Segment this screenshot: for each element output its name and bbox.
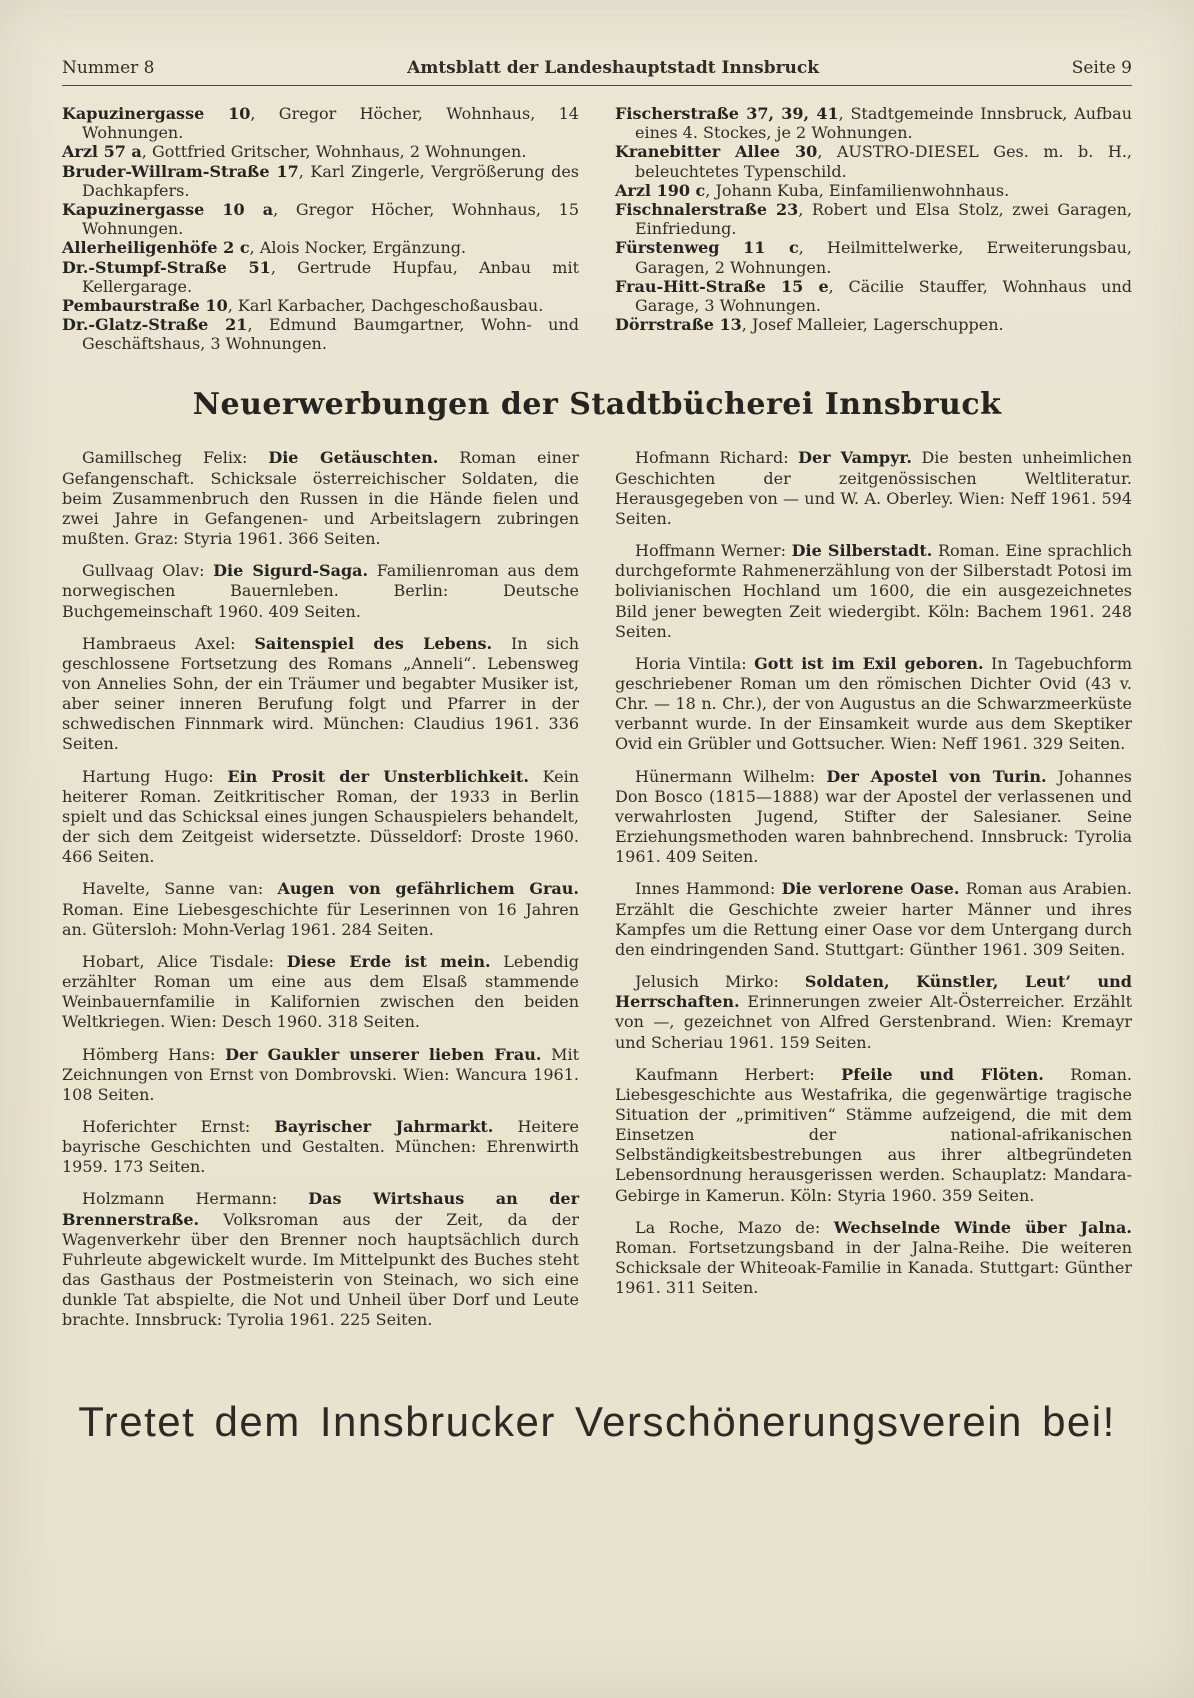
building-address: Dr.-Glatz-Straße 21 <box>62 315 248 335</box>
building-entry: Dörrstraße 13, Josef Malleier, Lagerschuppen. <box>615 315 1004 335</box>
building-address: Fürstenweg 11 c <box>615 238 799 258</box>
book-title: Die Silberstadt. <box>791 541 933 561</box>
book-title: Augen von gefährlichem Grau. <box>277 879 580 899</box>
book-title: Soldaten, Künstler, Leut’ und Herrschaften. <box>615 972 1132 1012</box>
building-address: Kapuzinergasse 10 <box>62 104 251 123</box>
book-entry: Hömberg Hans: Der Gaukler unserer lieben Frau. Mit Zeichnungen von Ernst von Dombrovski. Wien: Wancura 1961. 108 Seiten. <box>62 1044 579 1104</box>
building-permits-section <box>62 104 1132 353</box>
building-address: Arzl 57 a <box>62 142 142 162</box>
book-title: Das Wirtshaus an der Brennerstraße. <box>62 1189 579 1229</box>
book-entry: Hambraeus Axel: Saitenspiel des Lebens. In sich geschlossene Fortsetzung des Romans „Anneli“. Lebensweg von Annelies Sohn, der ein Träumer und begabter Musiker ist, aber seiner inneren Berufung folgt und Pfarrer in der schwedischen Finnmark wird. München: Claudius 1961. 336 Seiten. <box>62 633 580 754</box>
book-entry: Hünermann Wilhelm: Der Apostel von Turin. Johannes Don Bosco (1815—1888) war der Apostel der verlassenen und verwahrlosten Jugend, Stifter der Salesianer. Seine Erziehungsmethoden waren bahnbrechend. Innsbruck: Tyrolia 1961. 409 Seiten. <box>615 766 1132 867</box>
building-list-right <box>615 104 1132 353</box>
book-entry: Innes Hammond: Die verlorene Oase. Roman aus Arabien. Erzählt die Geschichte zweier harter Männer und ihres Kampfes um die Rettung einer Oase vor dem Untergang durch den eindringenden Sand. Stuttgart: Günther 1961. 309 Seiten. <box>615 879 1132 959</box>
book-entry: Hofmann Richard: Der Vampyr. Die besten unheimlichen Geschichten der zeitgenössischen Weltliteratur. Herausgegeben von — und W. A. Oberley. Wien: Neff 1961. 594 Seiten. <box>615 448 1133 528</box>
building-entry: Fürstenweg 11 c, Heilmittelwerke, Erweiterungsbau, Garagen, 2 Wohnungen. <box>615 238 1132 277</box>
building-entry: Allerheiligenhöfe 2 c, Alois Nocker, Ergänzung. <box>62 238 467 258</box>
building-address: Fischerstraße 37, 39, 41 <box>615 104 839 123</box>
book-title: Der Gaukler unserer lieben Frau. <box>225 1044 542 1064</box>
book-title: Gott ist im Exil geboren. <box>754 653 984 673</box>
building-entry: Kranebitter Allee 30, AUSTRO-DIESEL Ges. m. b. H., beleuchtetes Typenschild. <box>615 142 1132 181</box>
book-title: Bayrischer Jahrmarkt. <box>274 1116 494 1136</box>
building-list-left <box>62 104 579 353</box>
building-address: Dr.-Stumpf-Straße 51 <box>62 257 271 277</box>
book-title: Saitenspiel des Lebens. <box>254 633 493 653</box>
building-entry: Arzl 190 c, Johann Kuba, Einfamilienwohnhaus. <box>615 180 1010 200</box>
building-entry: Frau-Hitt-Straße 15 e, Cäcilie Stauffer, Wohnhaus und Garage, 3 Wohnungen. <box>615 276 1132 315</box>
building-address: Kapuzinergasse 10 a <box>62 199 274 219</box>
book-title: Wechselnde Winde über Jalna. <box>833 1217 1132 1237</box>
book-title: Diese Erde ist mein. <box>286 951 491 971</box>
building-address: Kranebitter Allee 30 <box>615 142 818 162</box>
book-list-left <box>62 448 579 1342</box>
book-title: Der Apostel von Turin. <box>826 766 1047 786</box>
issue-number: Nummer 8 <box>62 58 155 78</box>
book-entry: Gullvaag Olav: Die Sigurd-Saga. Familienroman aus dem norwegischen Bauernleben. Berlin: Deutsche Buchgemeinschaft 1960. 409 Seiten. <box>62 561 580 621</box>
book-title: Ein Prosit der Unsterblichkeit. <box>227 766 529 786</box>
book-title: Die verlorene Oase. <box>781 879 960 899</box>
book-entry: Holzmann Hermann: Das Wirtshaus an der Brennerstraße. Volksroman aus der Zeit, da der Wagenverkehr über den Brenner noch hauptsächlich durch Fuhrleute abgewickelt wurde. Im Mittelpunkt des Buches steht das Gasthaus der Postmeisterin von Steinach, wo sich eine dunkle Tat abspielte, die Not und Unheil über Dorf und Leute brachte. Innsbruck: Tyrolia 1961. 225 Seiten. <box>62 1189 579 1330</box>
book-entry: Horia Vintila: Gott ist im Exil geboren. In Tagebuchform geschriebener Roman um den römischen Dichter Ovid (43 v. Chr. — 18 n. Chr.), der von Augustus an die Schwarzmeerküste verbannt wurde. In der Einsamkeit wurde aus dem Skeptiker Ovid ein Grübler und Gottsucher. Wien: Neff 1961. 329 Seiten. <box>615 653 1132 754</box>
building-entry: Kapuzinergasse 10, Gregor Höcher, Wohnhaus, 14 Wohnungen. <box>62 104 579 143</box>
book-title: Der Vampyr. <box>798 448 912 468</box>
building-entry: Bruder-Willram-Straße 17, Karl Zingerle, Vergrößerung des Dachkapfers. <box>62 161 580 200</box>
building-entry: Dr.-Stumpf-Straße 51, Gertrude Hupfau, Anbau mit Kellergarage. <box>62 257 580 296</box>
book-entry: Gamillscheg Felix: Die Getäuschten. Roman einer Gefangenschaft. Schicksale österreichischer Soldaten, die beim Zusammenbruch den Russen in die Hände fielen und zwei Jahre in Gefangenen- und Arbeitslagern zubringen mußten. Graz: Styria 1961. 366 Seiten. <box>62 448 580 549</box>
building-address: Fischnalerstraße 23 <box>615 199 799 219</box>
header-rule <box>62 85 1132 86</box>
page-number: Seite 9 <box>1071 58 1132 78</box>
book-entry: La Roche, Mazo de: Wechselnde Winde über Jalna. Roman. Fortsetzungsband in der Jalna-Reihe. Die weiteren Schicksale der Whiteoak-Familie in Kanada. Stuttgart: Günther 1961. 311 Seiten. <box>615 1217 1132 1298</box>
building-address: Bruder-Willram-Straße 17 <box>62 161 299 181</box>
book-list-right <box>615 448 1132 1342</box>
masthead-title: Amtsblatt der Landeshauptstadt Innsbruck <box>407 58 820 78</box>
book-entry: Kaufmann Herbert: Pfeile und Flöten. Roman. Liebesgeschichte aus Westafrika, die gegenwärtige tragische Situation der „primitiven“ Stämme aufzeigend, die mit dem Einsetzen der national-afrikanischen Selbständigkeitsbestrebungen aus ihrer altbegründeten Lebensordnung herausgerissen werden. Schauplatz: Mandara-Gebirge in Kamerun. Köln: Styria 1960. 359 Seiten. <box>615 1064 1132 1205</box>
building-entry: Dr.-Glatz-Straße 21, Edmund Baumgartner, Wohn- und Geschäftshaus, 3 Wohnungen. <box>62 315 580 354</box>
book-entry: Jelusich Mirko: Soldaten, Künstler, Leut’ und Herrschaften. Erinnerungen zweier Alt-Österreicher. Erzählt von —, gezeichnet von Alfred Gerstenbrand. Wien: Kremayr und Scheriau 1961. 159 Seiten. <box>615 972 1132 1052</box>
masthead <box>62 58 1132 78</box>
book-entry: Hoffmann Werner: Die Silberstadt. Roman. Eine sprachlich durchgeformte Rahmenerzählung von der Silberstadt Potosi im bolivianischen Hochland um 1600, die ein ausgezeichnetes Bild jener bewegten Zeit wiedergibt. Köln: Bachem 1961. 248 Seiten. <box>615 541 1133 641</box>
building-address: Allerheiligenhöfe 2 c <box>62 238 250 258</box>
book-entry: Hartung Hugo: Ein Prosit der Unsterblichkeit. Kein heiterer Roman. Zeitkritischer Roman, der 1933 in Berlin spielt und das Schicksal eines jungen Schauspielers behandelt, der sich dem Zeitgeist widersetzte. Düsseldorf: Droste 1960. 466 Seiten. <box>62 766 580 867</box>
book-entry: Hobart, Alice Tisdale: Diese Erde ist mein. Lebendig erzählter Roman um eine aus dem Elsaß stammende Weinbauernfamilie in Kalifornien zwischen den beiden Weltkriegen. Wien: Desch 1960. 318 Seiten. <box>62 951 580 1032</box>
footer-slogan: Tretet dem Innsbrucker Verschönerungsverein bei! <box>78 1398 1116 1445</box>
building-entry: Fischnalerstraße 23, Robert und Elsa Stolz, zwei Garagen, Einfriedung. <box>615 199 1133 239</box>
book-entry: Hoferichter Ernst: Bayrischer Jahrmarkt. Heitere bayrische Geschichten und Gestalten. München: Ehrenwirth 1959. 173 Seiten. <box>62 1116 579 1177</box>
building-entry: Arzl 57 a, Gottfried Gritscher, Wohnhaus, 2 Wohnungen. <box>62 142 527 162</box>
building-address: Arzl 190 c <box>615 180 706 200</box>
building-entry: Fischerstraße 37, 39, 41, Stadtgemeinde Innsbruck, Aufbau eines 4. Stockes, je 2 Wohnungen. <box>615 104 1133 143</box>
building-address: Pembaurstraße 10 <box>62 295 228 315</box>
book-entry: Havelte, Sanne van: Augen von gefährlichem Grau. Roman. Eine Liebesgeschichte für Leserinnen von 16 Jahren an. Gütersloh: Mohn-Verlag 1961. 284 Seiten. <box>62 879 580 939</box>
building-address: Dörrstraße 13 <box>615 315 742 335</box>
book-title: Die Sigurd-Saga. <box>213 561 369 581</box>
building-entry: Pembaurstraße 10, Karl Karbacher, Dachgeschoßausbau. <box>62 295 544 315</box>
book-title: Pfeile und Flöten. <box>841 1064 1044 1084</box>
library-books-section <box>62 448 1132 1342</box>
library-section-title: Neuerwerbungen der Stadtbücherei Innsbruck <box>192 387 1002 423</box>
building-address: Frau-Hitt-Straße 15 e <box>615 276 829 296</box>
building-entry: Kapuzinergasse 10 a, Gregor Höcher, Wohnhaus, 15 Wohnungen. <box>62 199 579 239</box>
book-title: Die Getäuschten. <box>268 448 439 468</box>
